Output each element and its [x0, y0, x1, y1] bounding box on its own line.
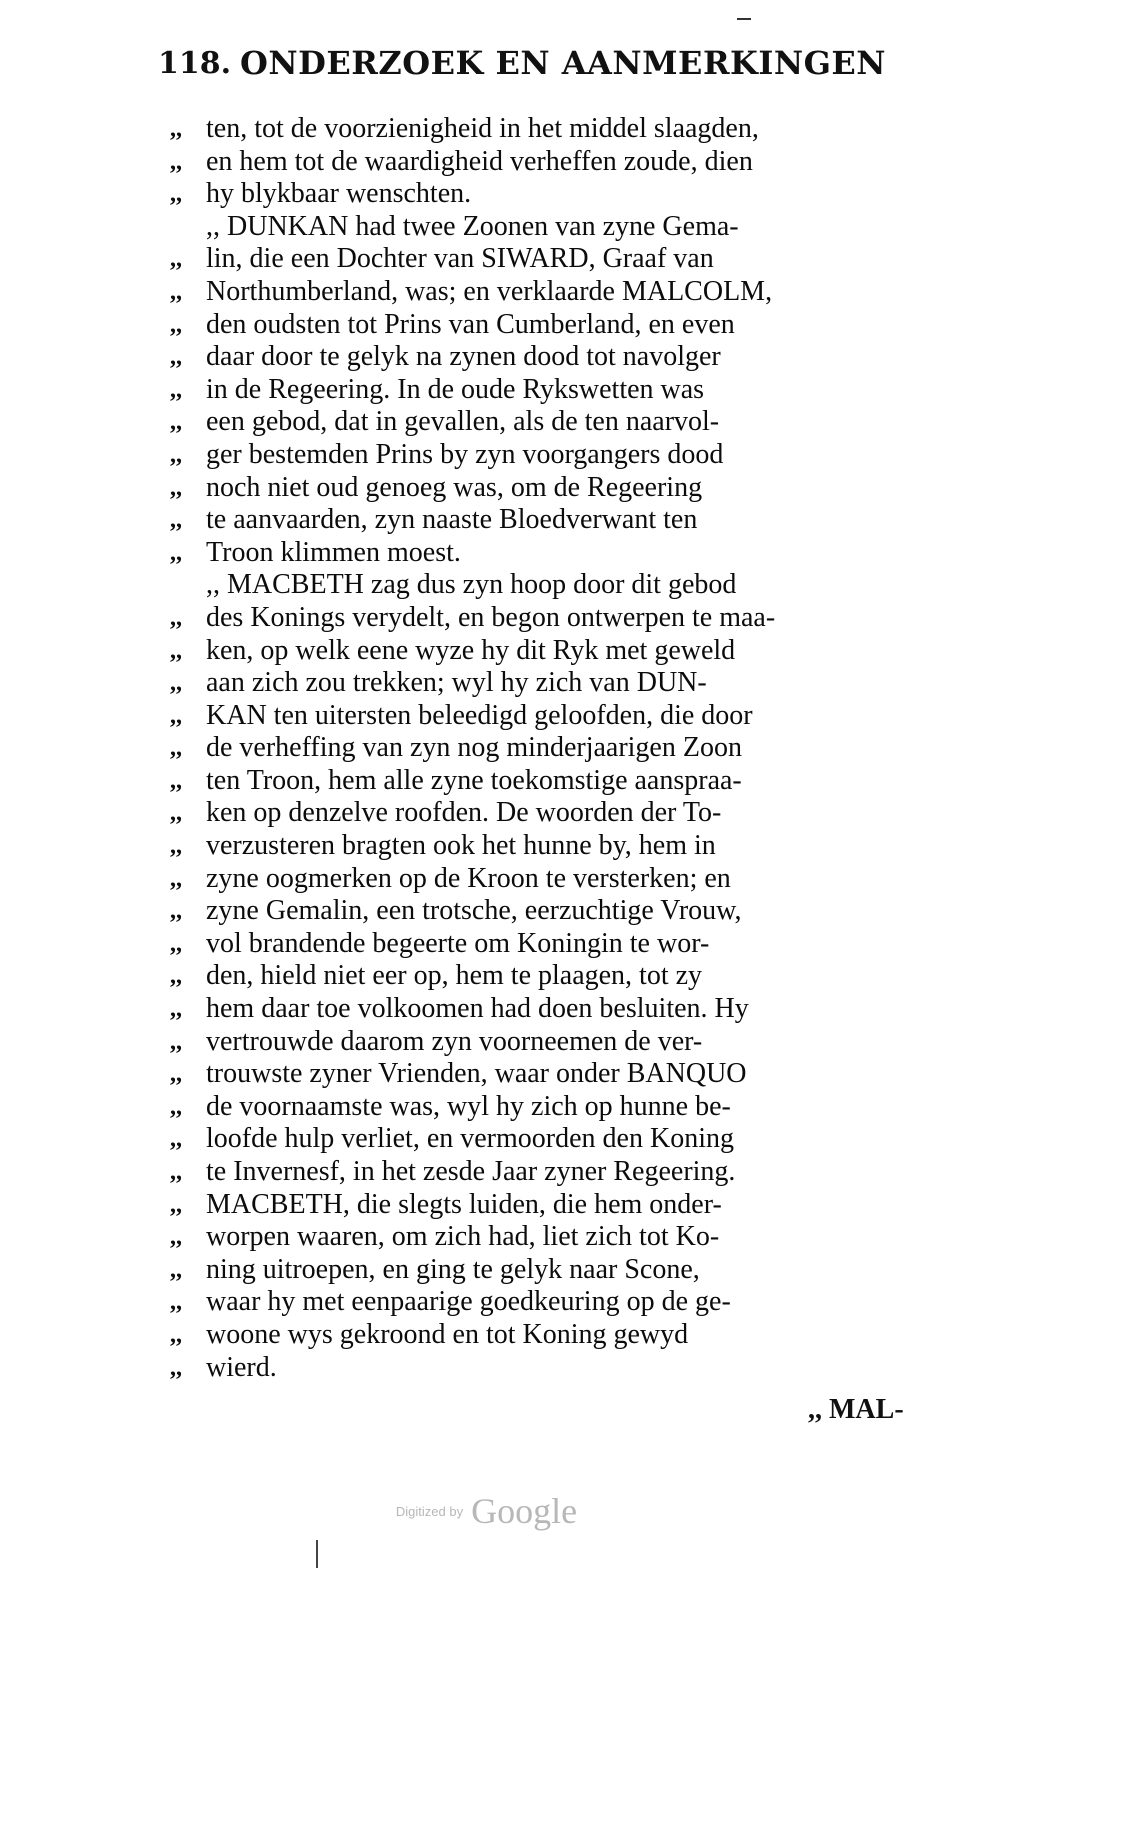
- text-line: [170, 1189, 910, 1222]
- text-line: [170, 1286, 910, 1319]
- line-text: ,, DUNKAN had twee Zoonen van zyne Gema-: [206, 210, 739, 242]
- quote-mark: ,,: [170, 311, 182, 338]
- quote-mark: ,,: [170, 1028, 182, 1055]
- quote-mark: ,,: [170, 148, 182, 175]
- text-line: [170, 863, 910, 896]
- text-line: [170, 928, 910, 961]
- line-text: ger bestemden Prins by zyn voorgangers dood: [206, 438, 724, 470]
- text-line: [170, 797, 910, 830]
- line-text: ning uitroepen, en ging te gelyk naar Scone,: [206, 1253, 700, 1285]
- line-text: aan zich zou trekken; wyl hy zich van DUN-: [206, 667, 707, 699]
- text-line: [170, 602, 910, 635]
- line-text: lin, die een Dochter van SIWARD, Graaf van: [206, 243, 714, 275]
- watermark-prefix: Digitized by: [395, 1503, 464, 1519]
- quote-mark: ,,: [170, 441, 182, 468]
- quote-mark: ,,: [170, 833, 182, 860]
- text-line: [170, 667, 910, 700]
- quote-mark: ,,: [170, 1321, 182, 1348]
- line-text: hy blykbaar wenschten.: [206, 178, 472, 210]
- line-text: ten, tot de voorzienigheid in het middel slaagden,: [206, 113, 759, 144]
- text-line: [170, 309, 910, 342]
- quote-mark: ,,: [170, 670, 182, 697]
- text-line: [170, 341, 910, 374]
- line-text: den oudsten tot Prins van Cumberland, en even: [206, 308, 735, 340]
- quote-mark: ,,: [170, 767, 182, 794]
- quote-mark: ,,: [170, 996, 182, 1023]
- line-text: te aanvaarden, zyn naaste Bloedverwant ten: [206, 504, 698, 536]
- line-text: een gebod, dat in gevallen, als de ten naarvol-: [206, 406, 720, 438]
- quote-mark: ,,: [170, 246, 182, 273]
- line-text: daar door te gelyk na zynen dood tot navolger: [206, 341, 721, 373]
- text-line: [170, 406, 910, 439]
- text-line: [170, 276, 910, 309]
- text-line: [170, 1091, 910, 1124]
- line-text: wierd.: [206, 1351, 277, 1383]
- text-line: [170, 569, 910, 602]
- text-line: [170, 895, 910, 928]
- text-line: [170, 1026, 910, 1059]
- quote-mark: ,,: [170, 604, 182, 631]
- google-logo: Google: [471, 1491, 578, 1531]
- text-line: [170, 537, 910, 570]
- quote-mark: ,,: [170, 507, 182, 534]
- text-line: [170, 504, 910, 537]
- quote-mark: ,,: [170, 474, 182, 501]
- line-text: ten Troon, hem alle zyne toekomstige aanspraa-: [206, 764, 742, 796]
- text-line: [170, 439, 910, 472]
- quote-mark: ,,: [170, 735, 182, 762]
- text-line: [170, 211, 910, 244]
- text-line: [170, 635, 910, 668]
- text-line: [170, 960, 910, 993]
- line-text: trouwste zyner Vrienden, waar onder BANQUO: [206, 1058, 747, 1090]
- quote-mark: ,,: [170, 1289, 182, 1316]
- line-text: verzusteren bragten ook het hunne by, hem in: [206, 830, 716, 862]
- quote-mark: ,,: [170, 409, 182, 436]
- line-text: de voornaamste was, wyl hy zich op hunne be-: [206, 1090, 731, 1122]
- line-text: noch niet oud genoeg was, om de Regeering: [206, 471, 703, 503]
- line-text: hem daar toe volkoomen had doen besluiten. Hy: [206, 993, 749, 1025]
- quote-mark: ,,: [170, 1093, 182, 1120]
- line-text: te Invernesf, in het zesde Jaar zyner Regeering.: [206, 1156, 736, 1187]
- text-line: [170, 113, 910, 146]
- line-text: vertrouwde daarom zyn voorneemen de ver-: [206, 1025, 703, 1057]
- quote-mark: ,,: [170, 181, 182, 208]
- text-line: [170, 1319, 910, 1352]
- line-text: Northumberland, was; en verklaarde MALCOLM,: [206, 275, 773, 307]
- text-line: [170, 1352, 910, 1385]
- line-text: waar hy met eenpaarige goedkeuring op de ge-: [206, 1286, 731, 1318]
- line-text: MACBETH, die slegts luiden, die hem onder-: [206, 1188, 722, 1220]
- line-text: en hem tot de waardigheid verheffen zoude, dien: [206, 145, 753, 177]
- text-line: [170, 700, 910, 733]
- text-line: [170, 1254, 910, 1287]
- line-text: woone wys gekroond en tot Koning gewyd: [206, 1318, 689, 1350]
- quote-mark: ,,: [170, 116, 182, 142]
- quote-mark: ,,: [170, 1354, 182, 1381]
- digitization-watermark: [0, 1490, 973, 1532]
- quote-mark: ,,: [170, 865, 182, 892]
- line-text: zyne oogmerken op de Kroon te versterken; en: [206, 862, 731, 894]
- line-text: ken, op welk eene wyze hy dit Ryk met geweld: [206, 634, 736, 666]
- text-line: [170, 374, 910, 407]
- line-text: des Konings verydelt, en begon ontwerpen te maa-: [206, 601, 776, 633]
- quote-mark: ,,: [170, 702, 182, 729]
- quote-mark: [170, 569, 206, 602]
- quote-mark: ,,: [170, 898, 182, 925]
- line-text: worpen waaren, om zich had, liet zich tot Ko-: [206, 1221, 720, 1253]
- text-line: [170, 732, 910, 765]
- text-line: [170, 1156, 910, 1189]
- quote-mark: ,,: [170, 1126, 182, 1153]
- catchword: ,, MAL-: [808, 1394, 904, 1425]
- text-line: [170, 993, 910, 1026]
- quote-mark: ,,: [170, 278, 182, 305]
- line-text: de verheffing van zyn nog minderjaarigen Zoon: [206, 732, 742, 764]
- quote-mark: ,,: [170, 930, 182, 957]
- quote-mark: ,,: [170, 376, 182, 403]
- line-text: in de Regeering. In de oude Rykswetten was: [206, 373, 705, 405]
- text-line: [170, 1058, 910, 1091]
- line-text: ken op denzelve roofden. De woorden der To-: [206, 797, 722, 829]
- running-header: [158, 40, 887, 84]
- text-line: [170, 1221, 910, 1254]
- text-line: [170, 765, 910, 798]
- running-title: ONDERZOEK EN AANMERKINGEN: [240, 44, 887, 82]
- line-text: KAN ten uitersten beleedigd geloofden, die door: [206, 699, 753, 731]
- text-line: [170, 1123, 910, 1156]
- quote-mark: ,,: [170, 1256, 182, 1283]
- line-text: loofde hulp verliet, en vermoorden den Koning: [206, 1123, 734, 1155]
- text-line: [170, 146, 910, 179]
- line-text: ,, MACBETH zag dus zyn hoop door dit gebod: [206, 569, 737, 601]
- body-text: [170, 113, 910, 1384]
- line-text: den, hield niet eer op, hem te plaagen, tot zy: [206, 960, 703, 992]
- line-text: zyne Gemalin, een trotsche, eerzuchtige Vrouw,: [206, 895, 742, 927]
- quote-mark: ,,: [170, 1061, 182, 1088]
- text-line: [170, 472, 910, 505]
- quote-mark: [170, 211, 206, 244]
- quote-mark: ,,: [170, 1191, 182, 1218]
- quote-mark: ,,: [170, 637, 182, 664]
- quote-mark: ,,: [170, 1224, 182, 1251]
- text-line: [170, 178, 910, 211]
- bottom-mark: [316, 1540, 318, 1568]
- quote-mark: ,,: [170, 539, 182, 566]
- top-mark: [737, 18, 751, 20]
- line-text: vol brandende begeerte om Koningin te wor-: [206, 927, 710, 959]
- quote-mark: ,,: [170, 963, 182, 990]
- text-line: [170, 243, 910, 276]
- line-text: Troon klimmen moest.: [206, 536, 461, 568]
- quote-mark: ,,: [170, 1159, 182, 1185]
- text-line: [170, 830, 910, 863]
- page-number: 118.: [158, 46, 232, 81]
- quote-mark: ,,: [170, 800, 182, 827]
- quote-mark: ,,: [170, 344, 182, 371]
